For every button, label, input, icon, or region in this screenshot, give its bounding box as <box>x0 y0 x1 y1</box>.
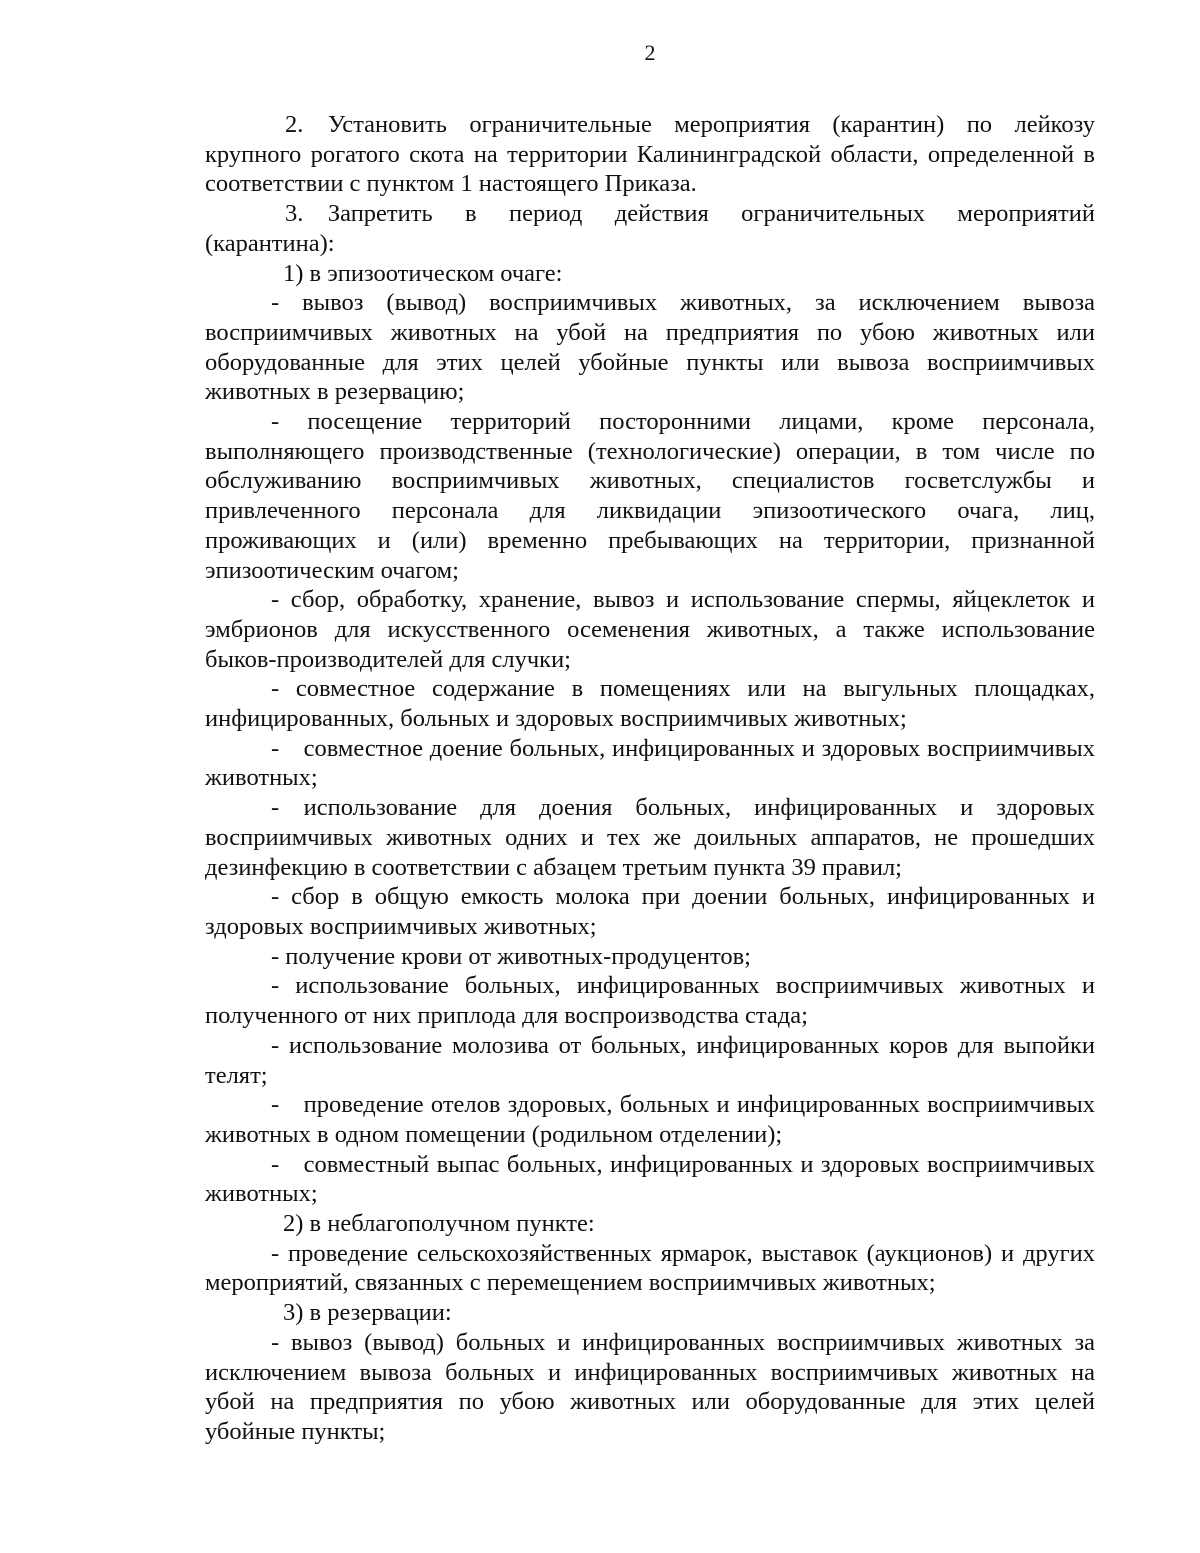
paragraph-dash-item: - совместное содержание в помещениях или на выгульных площадках, инфицированных, больных и здоровых восприимчивых животных; <box>205 675 1095 733</box>
paragraph-dash-item: - совместное доение больных, инфицированных и здоровых восприимчивых животных; <box>205 734 1095 792</box>
paragraph-dash-item: - проведение отелов здоровых, больных и инфицированных восприимчивых животных в одном помещении (родильном отделении); <box>205 1091 1095 1148</box>
paragraph-dash-item: - совместный выпас больных, инфицированных и здоровых восприимчивых животных; <box>205 1150 1095 1208</box>
subitem-2-heading: 2) в неблагополучном пункте: <box>283 1210 595 1238</box>
paragraph-dash-item: - посещение территорий посторонними лицами, кроме персонала, выполняющего производственные (технологические) операции, в том числе по обслуживанию восприимчивых животных, специалистов госветслужбы и привлеченного персонала для ликвидации эпизоотического очага, лиц, проживающих и (или) временно пребывающих на территории, признанной эпизоотическим очагом; <box>205 408 1095 584</box>
paragraph-dash-item: - сбор, обработку, хранение, вывоз и использование спермы, яйцеклеток и эмбрионов для искусственного осеменения животных, а также использование быков-производителей для случки; <box>205 586 1095 673</box>
paragraph-item-3: 3. Запретить в период действия ограничительных мероприятий (карантина): <box>205 200 1095 257</box>
subitem-1-heading: 1) в эпизоотическом очаге: <box>283 259 563 287</box>
page-number: 2 <box>644 40 656 65</box>
document-body <box>205 110 1095 1447</box>
paragraph-dash-item: - использование для доения больных, инфицированных и здоровых восприимчивых животных одних и тех же доильных аппаратов, не прошедших дезинфекцию в соответствии с абзацем третьим пункта 39 правил; <box>205 794 1095 881</box>
subitem-3-heading: 3) в резервации: <box>283 1299 452 1327</box>
paragraph-dash-item: - использование больных, инфицированных восприимчивых животных и полученного от них приплода для воспроизводства стада; <box>205 972 1095 1030</box>
paragraph-dash-item: - вывоз (вывод) восприимчивых животных, за исключением вывоза восприимчивых животных на убой на предприятия по убою животных или оборудованные для этих целей убойные пункты или вывоза восприимчивых животных в резервацию; <box>205 289 1095 406</box>
paragraph-dash-item: - сбор в общую емкость молока при доении больных, инфицированных и здоровых восприимчивых животных; <box>205 883 1095 940</box>
paragraph-dash-item: - получение крови от животных-продуцентов; <box>271 942 751 970</box>
paragraph-dash-item: - проведение сельскохозяйственных ярмарок, выставок (аукционов) и других мероприятий, связанных с перемещением восприимчивых животных; <box>205 1239 1095 1297</box>
paragraph-dash-item: - использование молозива от больных, инфицированных коров для выпойки телят; <box>205 1031 1095 1089</box>
paragraph-item-2: 2. Установить ограничительные мероприятия (карантин) по лейкозу крупного рогатого скота на территории Калининградской области, определенной в соответствии с пунктом 1 настоящего Приказа. <box>205 111 1095 198</box>
paragraph-dash-item: - вывоз (вывод) больных и инфицированных восприимчивых животных за исключением вывоза больных и инфицированных восприимчивых животных на убой на предприятия по убою животных или оборудованные для этих целей убойные пункты; <box>205 1328 1095 1445</box>
